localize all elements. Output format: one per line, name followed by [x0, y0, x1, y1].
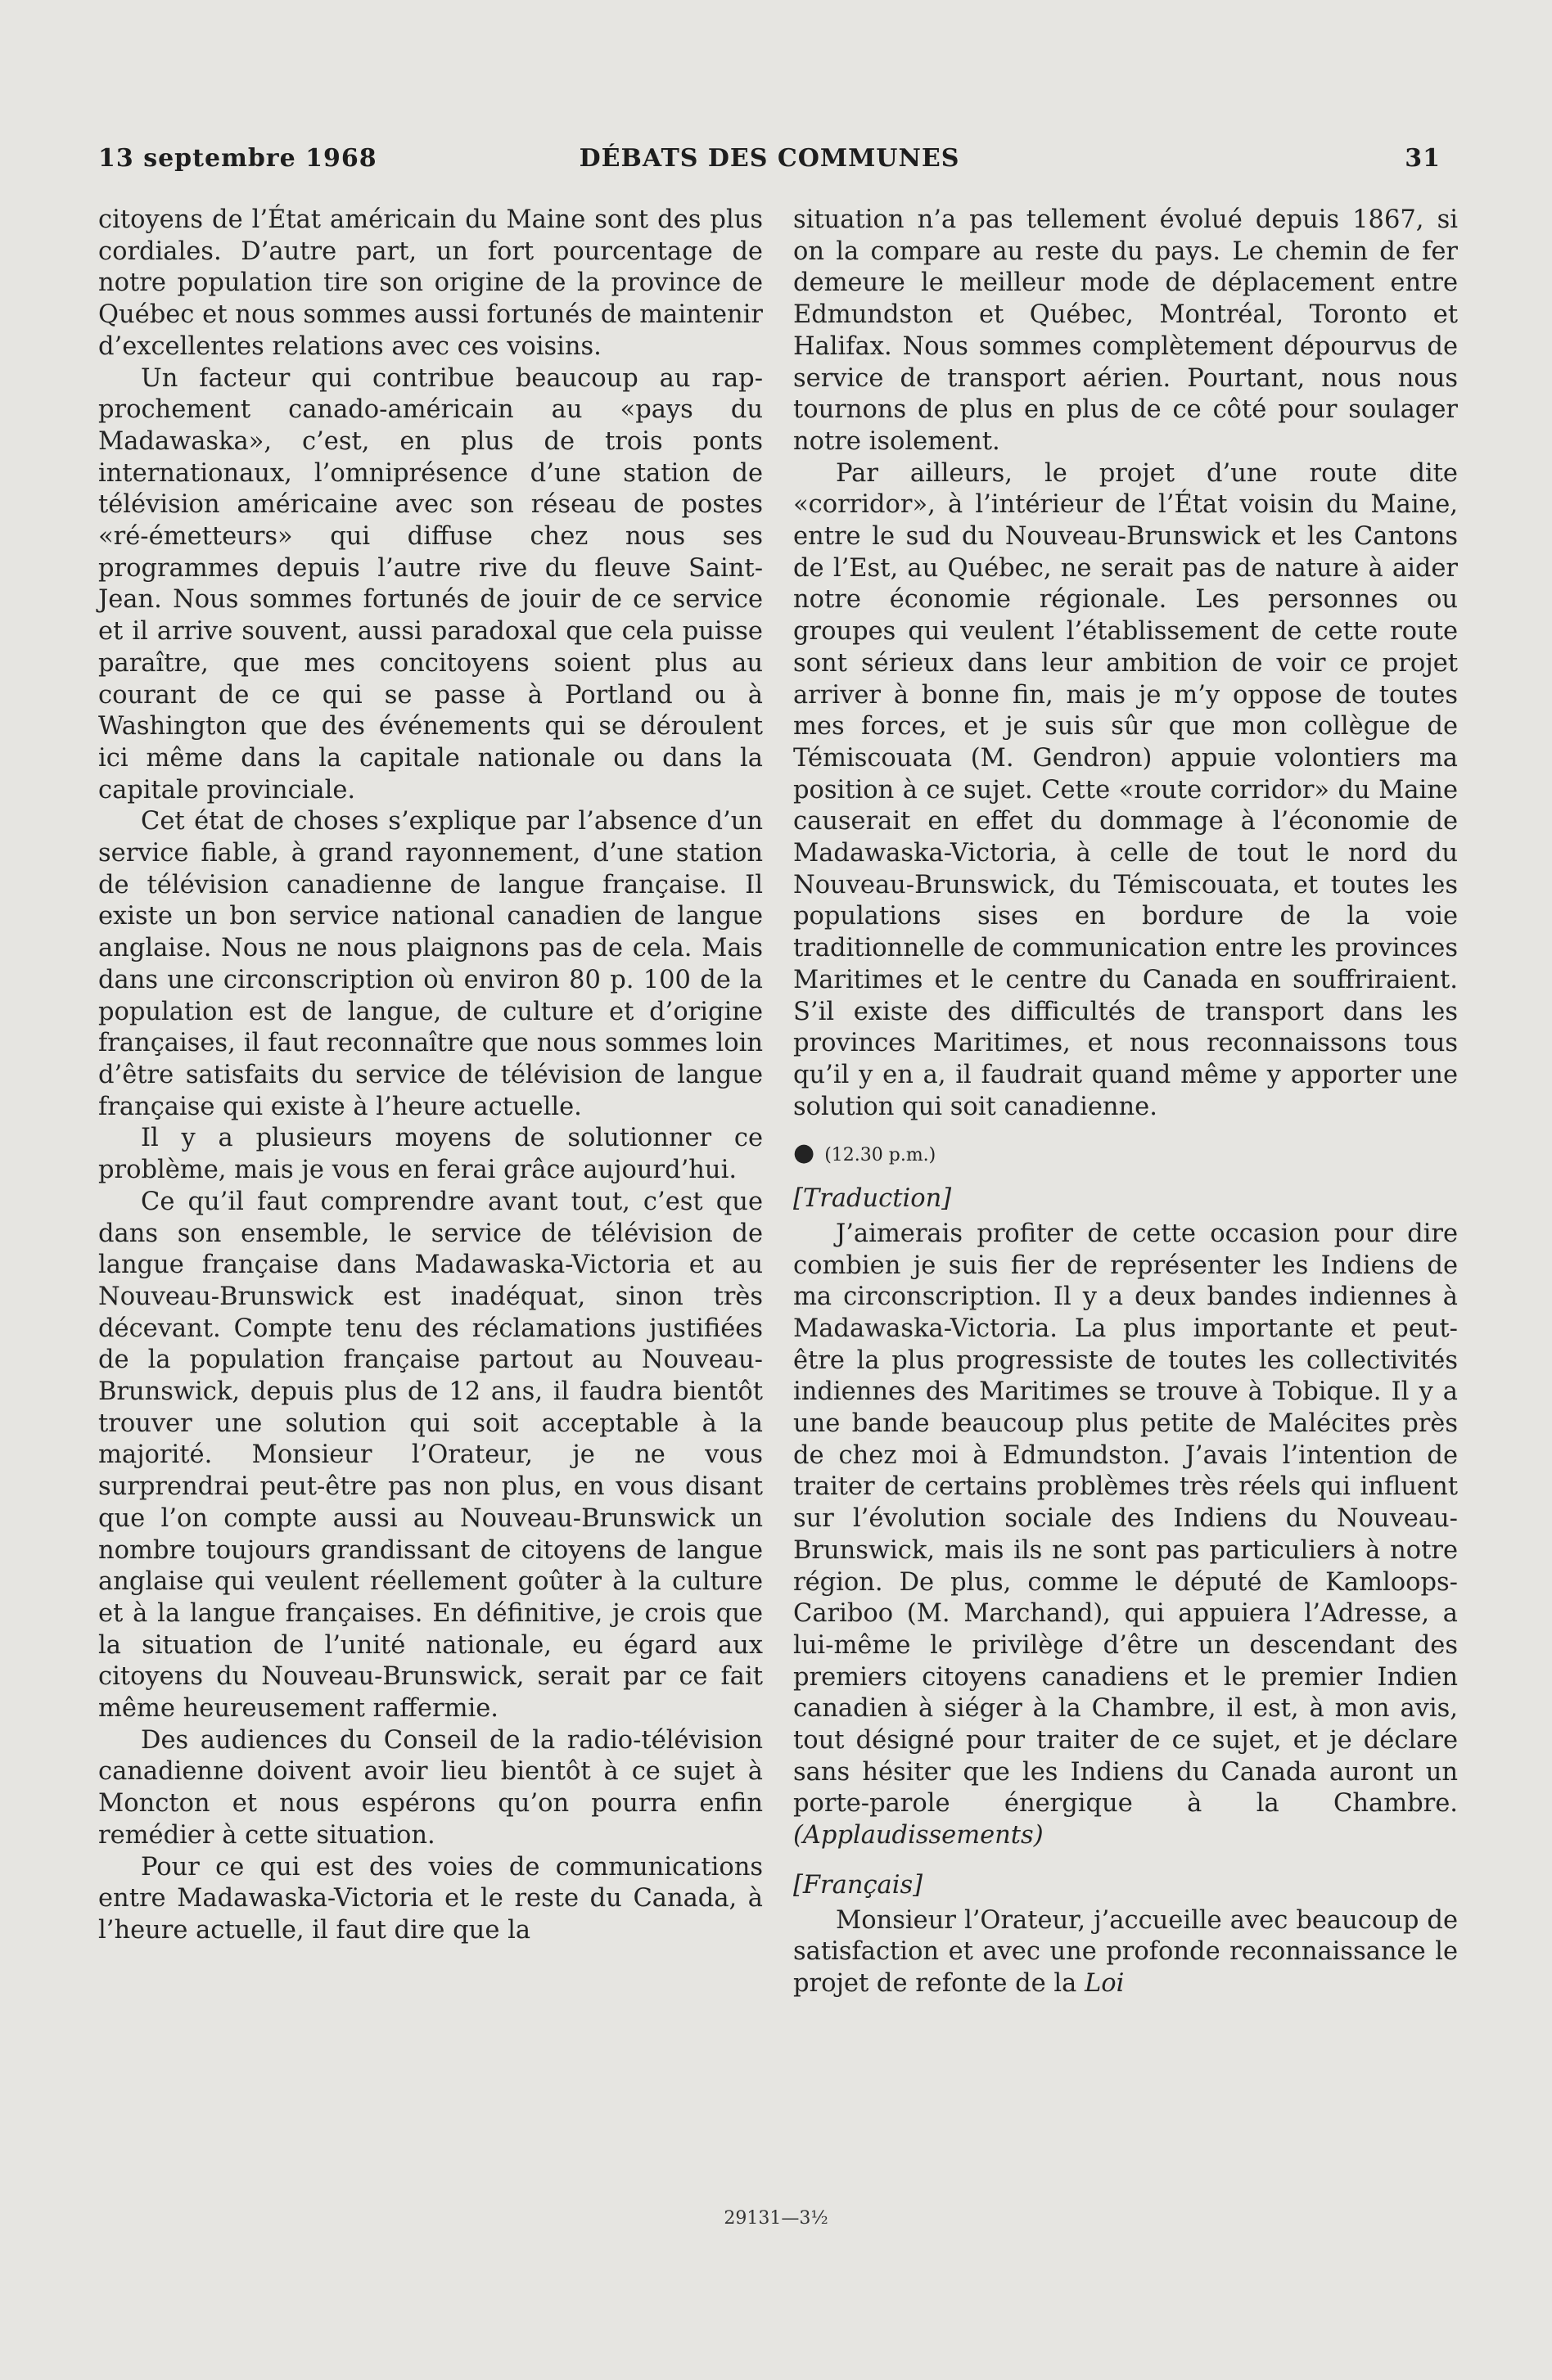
paragraph-text: J’aimerais profiter de cette occasion pour dire combien je suis fier de représenter les Indiens de ma circonscription. Il y a deux bandes indiennes à Madawaska-Victoria. La plus importante et peut-être la plus progressiste de toutes les collectivités indiennes des Maritimes se trouve à Tobique. Il y a une bande beaucoup plus petite de Malécites près de chez moi à Edmundston. J’avais l’intention de traiter de certains problèmes très réels qui influent sur l’évolution sociale des Indiens du Nouveau-Brunswick, mais ils ne sont pas particuliers à notre région. De plus, comme le député de Kamloops-Cariboo (M. Marchand), qui appuiera l’Adresse, a lui-même le privilège d’être un descendant des premiers citoyens canadiens et le premier Indien canadien à siéger à la Chambre, il est, à mon avis, tout désigné pour traiter de ce sujet, et je déclare sans hésiter que les Indiens du Canada auront un porte-parole énergique à la Chambre.: [793, 1219, 1458, 1819]
header-date: 13 septembre 1968: [98, 144, 377, 173]
paragraph: Cet état de choses s’explique par l’absence d’un service fiable, à grand rayonnement, d’une station de télévision canadienne de langue française. Il existe un bon service national canadien de langue anglaise. Nous ne nous plaignons pas de cela. Mais dans une circonscription où environ 80 p. 100 de la population est de langue, de culture et d’origine françaises, il faut reconnaître que nous sommes loin d’être satisfaits du service de télévision de langue française qui existe à l’heure actuelle.: [98, 807, 763, 1121]
translation-label: [Traduction]: [793, 1184, 952, 1214]
time-marker: [793, 1138, 1458, 1172]
page-footer-code: 29131—3½: [724, 2208, 828, 2229]
page-header: [98, 144, 1441, 185]
applause-note: (Applaudissements): [793, 1821, 1044, 1850]
time-marker-text: (12.30 p.m.): [824, 1145, 936, 1166]
right-column: [793, 205, 1458, 2000]
paragraph: situation n’a pas tellement évolué depuis 1867, si on la compare au reste du pays. Le chemin de fer demeure le meilleur mode de déplacement entre Edmundston et Québec, Montréal, Toronto et Halifax. Nous sommes complètement dépourvus de service de transport aérien. Pourtant, nous nous tournons de plus en plus de ce côté pour soulager notre isolement.: [793, 205, 1458, 456]
paragraph: Un facteur qui contribue beaucoup au rapprochement canado-américain au «pays du Madawaska», c’est, en plus de trois ponts internationaux, l’omniprésence d’une station de télévision américaine avec son réseau de postes «ré-émetteurs» qui diffuse chez nous ses programmes depuis l’autre rive du fleuve Saint-Jean. Nous sommes fortunés de jouir de ce service et il arrive souvent, aussi paradoxal que cela puisse paraître, que mes concitoyens soient plus au courant de ce qui se passe à Portland ou à Washington que des événements qui se déroulent ici même dans la capitale nationale ou dans la capitale provinciale.: [98, 363, 763, 805]
paragraph: Ce qu’il faut comprendre avant tout, c’est que dans son ensemble, le service de télévision de langue française dans Madawaska-Victoria et au Nouveau-Brunswick est inadéquat, sinon très décevant. Compte tenu des réclamations justifiées de la population française partout au Nouveau-Brunswick, depuis plus de 12 ans, il faudra bientôt trouver une solution qui soit acceptable à la majorité. Monsieur l’Orateur, je ne vous surprendrai peut-être pas non plus, en vous disant que l’on compte aussi au Nouveau-Brunswick un nombre toujours grandissant de citoyens de langue anglaise qui veulent réellement goûter à la culture et à la langue françaises. En définitive, je crois que la situation de l’unité nationale, eu égard aux citoyens du Nouveau-Brunswick, serait par ce fait même heureusement raffermie.: [98, 1187, 763, 1724]
bullet-icon: ●: [793, 1138, 815, 1168]
header-title: DÉBATS DES COMMUNES: [579, 144, 960, 173]
paragraph: [793, 1905, 1458, 2000]
french-label: [Français]: [793, 1870, 923, 1900]
paragraph: Par ailleurs, le projet d’une route dite «corridor», à l’intérieur de l’État voisin du Maine, entre le sud du Nouveau-Brunswick et les Cantons de l’Est, au Québec, ne serait pas de nature à aider notre économie régionale. Les personnes ou groupes qui veulent l’établissement de cette route sont sérieux dans leur ambition de voir ce projet arriver à bonne fin, mais je m’y oppose de toutes mes forces, et je suis sûr que mon collègue de Témiscouata (M. Gendron) appuie volontiers ma position à ce sujet. Cette «route corridor» du Maine causerait en effet du dommage à l’économie de Madawaska-Victoria, à celle de tout le nord du Nouveau-Brunswick, du Témiscouata, et toutes les populations sises en bordure de la voie traditionnelle de communication entre les provinces Maritimes et le centre du Canada en souffriraient. S’il existe des difficultés de transport dans les provinces Maritimes, et nous reconnaissons tous qu’il y en a, il faudrait quand même y apporter une solution qui soit canadienne.: [793, 458, 1458, 1121]
paragraph: Il y a plusieurs moyens de solutionner ce problème, mais je vous en ferai grâce aujourd’hui.: [98, 1124, 763, 1185]
header-page-number: 31: [1405, 144, 1441, 173]
paragraph-text: Monsieur l’Orateur, j’accueille avec beaucoup de satisfaction et avec une profonde reconnaissance le projet de refonte de la: [793, 1905, 1458, 1998]
left-column: [98, 205, 763, 1947]
paragraph: citoyens de l’État américain du Maine sont des plus cordiales. D’autre part, un fort pourcentage de notre population tire son origine de la province de Québec et nous sommes aussi fortunés de maintenir d’excellentes relations avec ces voisins.: [98, 205, 763, 361]
paragraph: [793, 1219, 1458, 1852]
paragraph: Pour ce qui est des voies de communications entre Madawaska-Victoria et le reste du Canada, à l’heure actuelle, il faut dire que la: [98, 1852, 763, 1945]
paragraph: Des audiences du Conseil de la radio-télévision canadienne doivent avoir lieu bientôt à ce sujet à Moncton et nous espérons qu’on pourra enfin remédier à cette situation.: [98, 1725, 763, 1850]
italic-word: Loi: [1085, 1968, 1125, 1998]
